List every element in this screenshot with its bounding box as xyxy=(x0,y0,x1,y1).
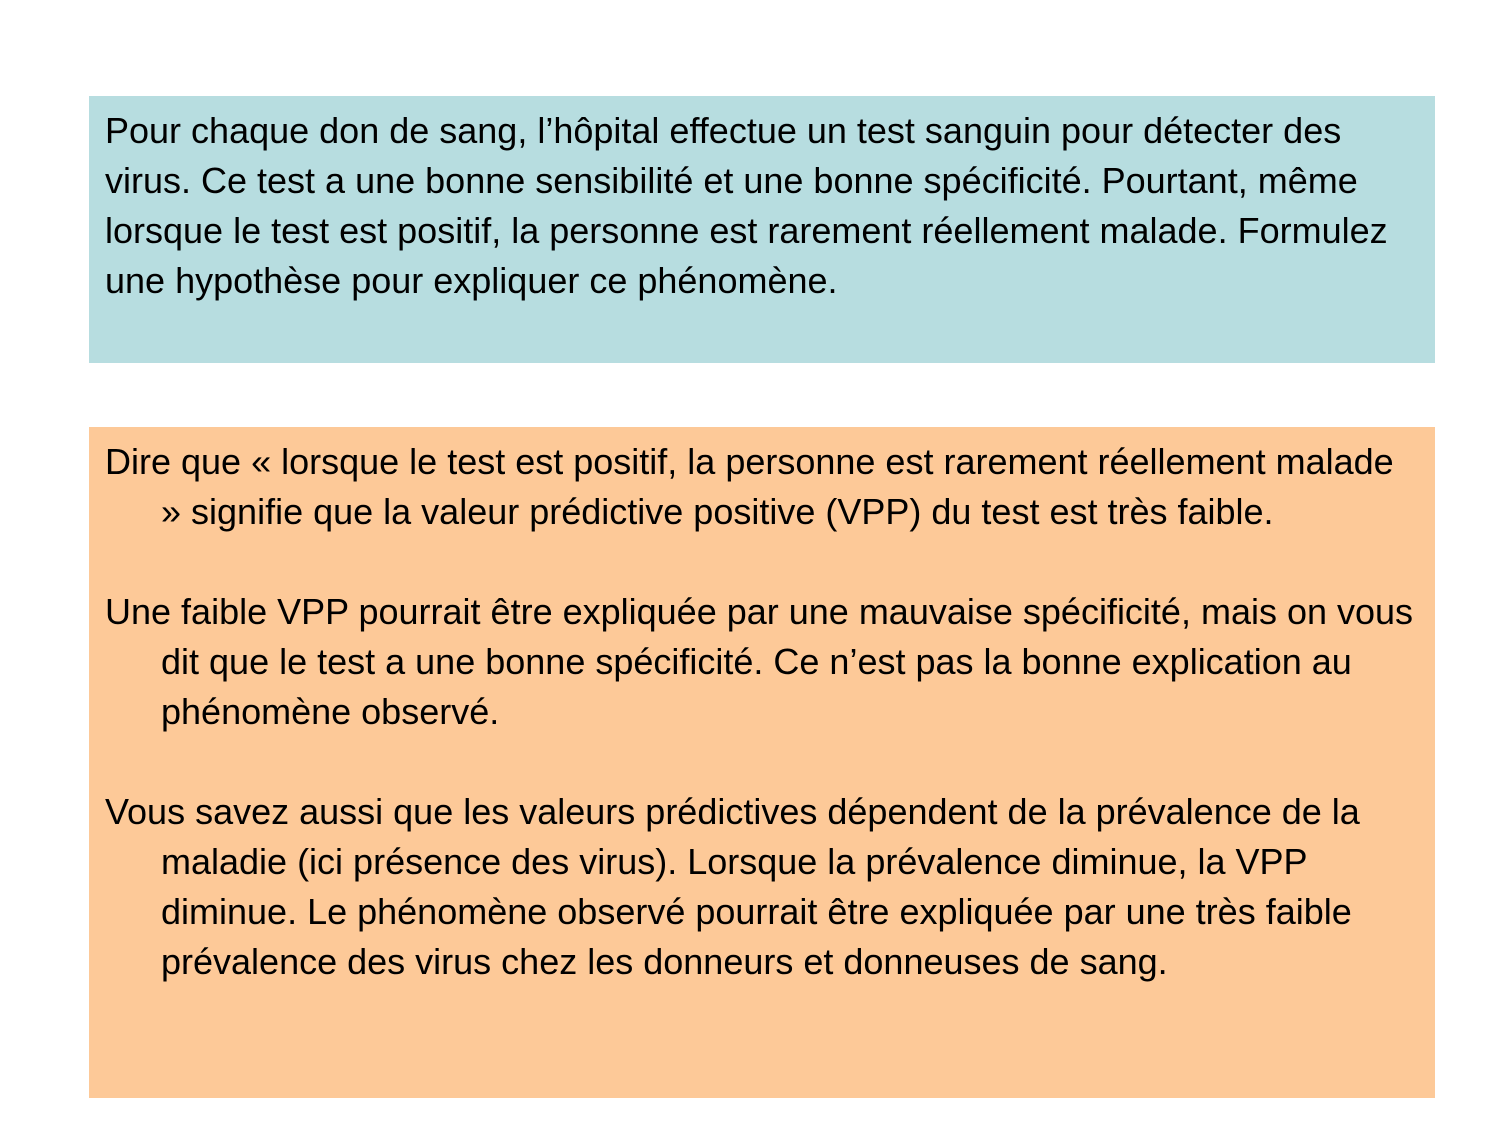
answer-paragraph-1: Dire que « lorsque le test est positif, la personne est rarement réellement malade » signifie que la valeur prédictive positive (VPP) du test est très faible. xyxy=(105,441,1394,532)
answer-box xyxy=(89,427,1435,1098)
answer-paragraph-2: Une faible VPP pourrait être expliquée par une mauvaise spécificité, mais on vous dit que le test a une bonne spécificité. Ce n’est pas la bonne explication au phénomène observé. xyxy=(105,591,1414,732)
answer-paragraph-3: Vous savez aussi que les valeurs prédictives dépendent de la prévalence de la maladie (ici présence des virus). Lorsque la prévalence diminue, la VPP diminue. Le phénomène observé pourrait être expliquée par une très faible prévalence des virus chez les donneurs et donneuses de sang. xyxy=(105,791,1360,982)
question-text: Pour chaque don de sang, l’hôpital effectue un test sanguin pour détecter des virus. Ce test a une bonne sensibilité et une bonne spécificité. Pourtant, même lorsque le test est positif, la personne est rarement réellement malade. Formulez une hypothèse pour expliquer ce phénomène. xyxy=(105,110,1388,301)
question-box xyxy=(89,96,1435,363)
